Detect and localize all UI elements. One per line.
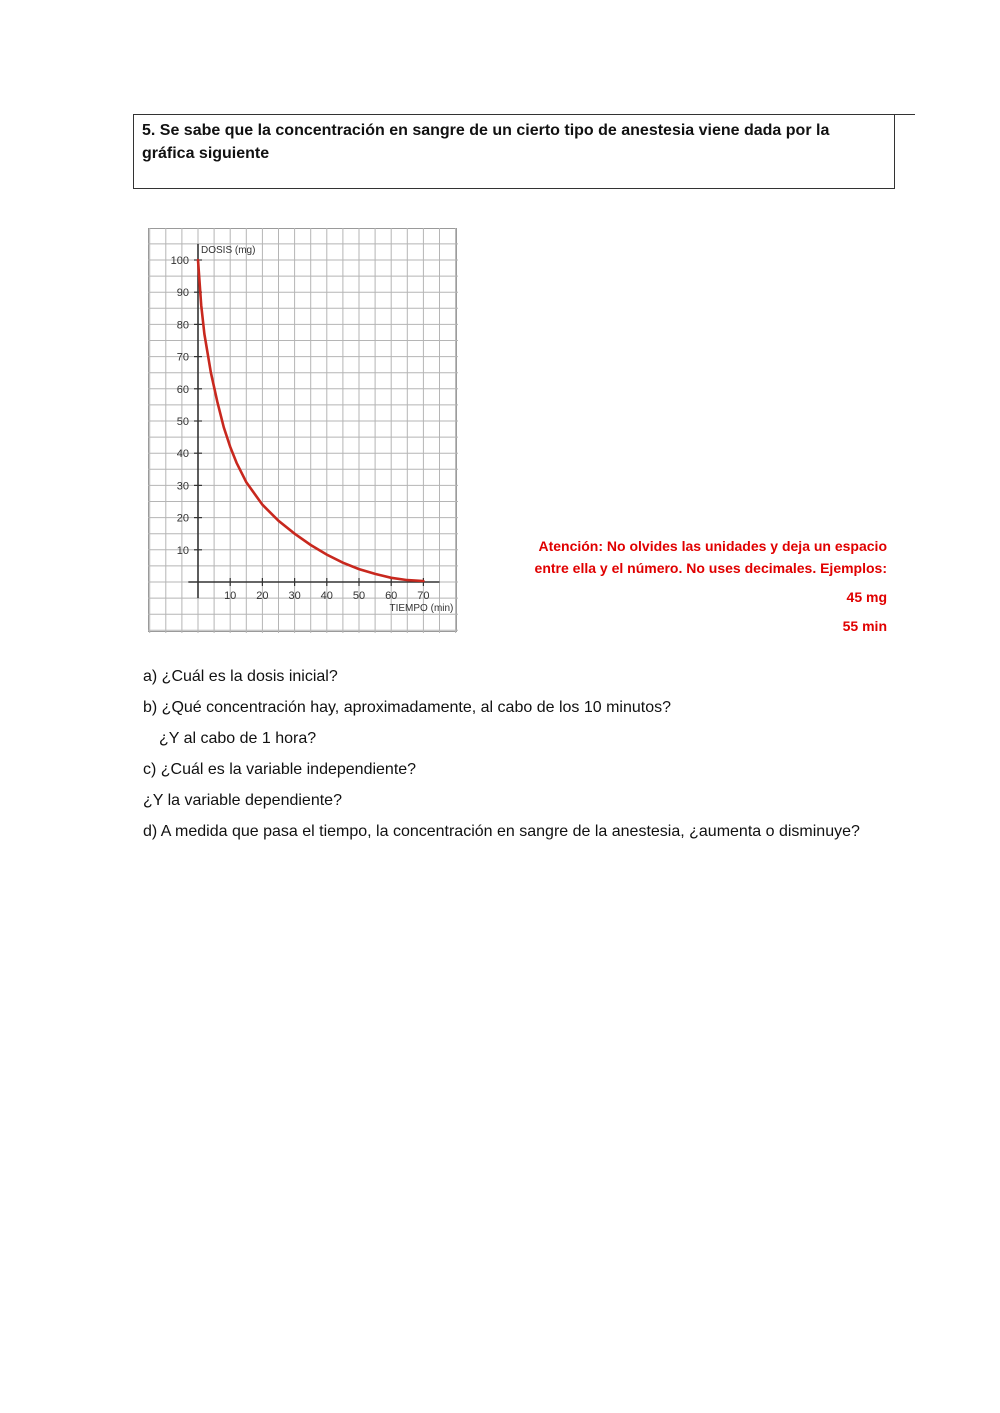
question-title: 5. Se sabe que la concentración en sangre de un cierto tipo de anestesia viene dada por la gráfica siguiente bbox=[142, 122, 830, 162]
notice-example-min: 55 min bbox=[842, 618, 887, 634]
x-tick-label: 20 bbox=[256, 590, 269, 602]
y-tick-label: 20 bbox=[176, 512, 189, 525]
header-rule bbox=[895, 114, 915, 115]
x-tick-label: 10 bbox=[224, 590, 237, 602]
question-c: c) ¿Cuál es la variable independiente? bbox=[143, 761, 417, 778]
question-b: b) ¿Qué concentración hay, aproximadamente, al cabo de los 10 minutos? bbox=[143, 699, 671, 716]
question-b2: ¿Y al cabo de 1 hora? bbox=[159, 730, 317, 747]
chart-svg bbox=[148, 228, 458, 633]
y-axis-title: DOSIS (mg) bbox=[201, 245, 256, 256]
question-header-box bbox=[133, 114, 895, 189]
x-tick-label: 50 bbox=[352, 590, 366, 602]
attention-notice bbox=[505, 535, 887, 637]
y-tick-label: 30 bbox=[176, 480, 189, 493]
notice-text: Atención: No olvides las unidades y deja un espacio entre ella y el número. No uses decimales. Ejemplos: bbox=[534, 538, 887, 576]
y-tick-label: 90 bbox=[176, 287, 189, 300]
x-tick-label: 40 bbox=[320, 590, 333, 602]
question-c2: ¿Y la variable dependiente? bbox=[143, 792, 342, 809]
y-tick-label: 100 bbox=[170, 255, 189, 267]
dose-time-chart bbox=[148, 228, 458, 633]
y-tick-label: 10 bbox=[176, 544, 189, 557]
y-tick-label: 70 bbox=[176, 351, 189, 364]
y-tick-label: 60 bbox=[176, 383, 189, 396]
question-a: a) ¿Cuál es la dosis inicial? bbox=[143, 668, 338, 685]
y-tick-label: 50 bbox=[176, 416, 189, 428]
x-axis-title: TIEMPO (min) bbox=[389, 603, 454, 614]
questions-list bbox=[143, 666, 863, 852]
y-tick-label: 40 bbox=[176, 448, 189, 461]
question-d: d) A medida que pasa el tiempo, la concentración en sangre de la anestesia, ¿aumenta o disminuye? bbox=[143, 823, 860, 840]
x-tick-label: 70 bbox=[417, 590, 430, 602]
x-tick-label: 60 bbox=[385, 590, 398, 602]
grid-border bbox=[149, 229, 457, 632]
chart-grid bbox=[148, 228, 458, 633]
notice-example-mg: 45 mg bbox=[846, 589, 887, 605]
y-tick-label: 80 bbox=[176, 319, 189, 332]
x-tick-label: 30 bbox=[288, 590, 301, 602]
